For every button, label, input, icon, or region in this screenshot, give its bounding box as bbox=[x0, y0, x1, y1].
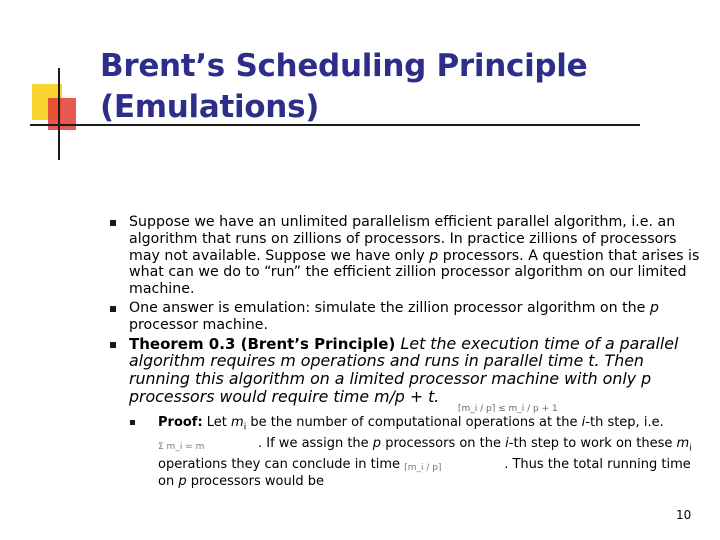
page-number: 10 bbox=[676, 508, 692, 522]
proof-p: p bbox=[178, 473, 187, 489]
bullet-marker bbox=[110, 342, 116, 348]
formula-inline: ⌈m_i / p⌉ ≤ m_i / p + 1 bbox=[458, 404, 558, 414]
proof-text: . If we assign the bbox=[258, 435, 373, 451]
bullet-2-p: p bbox=[649, 299, 659, 316]
proof-label: Proof: bbox=[158, 414, 203, 430]
bullet-2-text: One answer is emulation: simulate the zillion processor algorithm on the bbox=[129, 299, 650, 316]
proof-i: i bbox=[505, 435, 509, 451]
title-line-2: (Emulations) bbox=[100, 89, 320, 125]
proof-p: p bbox=[372, 435, 382, 451]
proof-mi-sub: i bbox=[243, 422, 247, 433]
bullet-1-text-end: processors. A question that arises is what can we do to “run” the efficient zillion processor algorithm on our limited machine. bbox=[129, 247, 700, 298]
proof-text: -th step, i.e. bbox=[585, 414, 664, 430]
proof-text: Let bbox=[202, 414, 232, 430]
bullet-marker bbox=[110, 306, 116, 312]
proof-text: processors would be bbox=[186, 473, 324, 489]
bullet-1-text: Suppose we have an unlimited parallelism efficient parallel algorithm, i.e. an algorithm that runs on zillions of processors. In practice zillions of processors may not available. Suppose we have only bbox=[129, 214, 677, 264]
proof-text: be the number of computational operations at the bbox=[246, 414, 582, 430]
proof-i: i bbox=[581, 414, 586, 430]
proof-text: . Thus the total running time on bbox=[158, 456, 691, 489]
bullet-marker bbox=[110, 220, 116, 226]
title-line-1: Brent’s Scheduling Principle bbox=[100, 48, 588, 84]
bullet-1-p: p bbox=[429, 247, 439, 264]
bullet-1 bbox=[110, 214, 700, 298]
proof-mi-sub: i bbox=[689, 443, 692, 454]
subbullet-marker bbox=[130, 420, 135, 425]
formula-sum: Σ m_i = m bbox=[158, 441, 205, 452]
theorem-statement: Let the execution time of a parallel algorithm requires m operations and runs in parallel time t. Then running this algorithm on a limited processor machine with only p processors would require time m/p + t. bbox=[129, 333, 679, 406]
proof-mi: m bbox=[231, 414, 244, 430]
slide-title bbox=[100, 46, 700, 128]
proof-mi: m bbox=[676, 435, 690, 451]
bullet-2 bbox=[110, 300, 700, 334]
deco-vertical-line bbox=[58, 68, 60, 160]
slide-content bbox=[110, 214, 700, 489]
theorem-label: Theorem 0.3 (Brent’s Principle) bbox=[129, 334, 401, 353]
proof-text: operations they can conclude in time bbox=[158, 456, 405, 472]
bullet-2-text-end: processor machine. bbox=[129, 316, 269, 333]
proof-subbullet bbox=[110, 415, 700, 489]
formula-ceil: ⌈m_i / p⌉ bbox=[404, 462, 442, 473]
proof-text: processors on the bbox=[381, 435, 506, 451]
proof-text: -th step to work on these bbox=[508, 435, 677, 451]
bullet-3 bbox=[110, 333, 700, 407]
